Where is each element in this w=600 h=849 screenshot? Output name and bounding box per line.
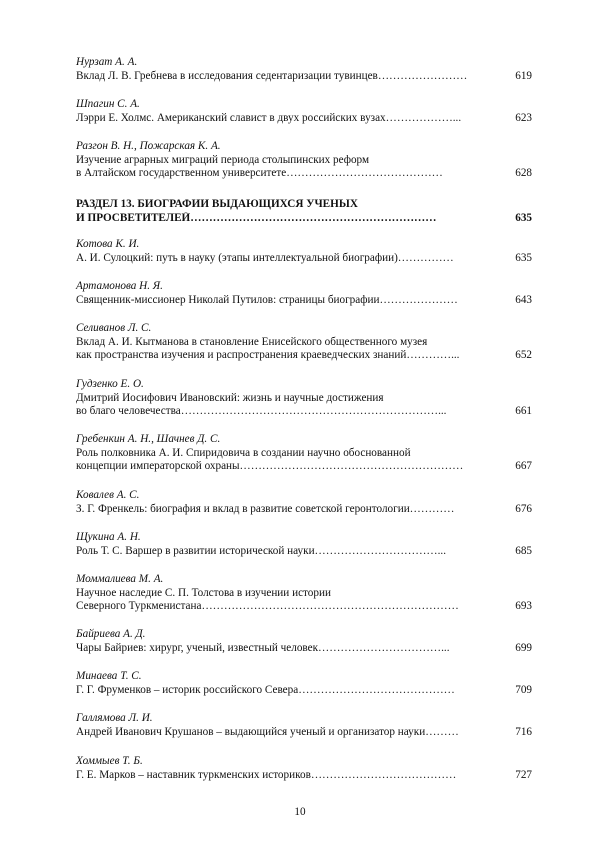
toc-entry-author: Нурзат А. А. — [76, 56, 138, 68]
toc-entry — [76, 531, 532, 558]
toc-entry — [76, 755, 532, 782]
toc-entry-title: Северного Туркменистана…………………………………………………………… — [76, 600, 459, 612]
toc-entry-page: 667 — [515, 460, 532, 472]
toc-entry-author: Котова К. И. — [76, 238, 140, 250]
toc-entry-title: Научное наследие С. П. Толстова в изучении истории — [76, 586, 331, 599]
section-title: И ПРОСВЕТИТЕЛЕЙ………………………………………………………… — [76, 211, 437, 224]
toc-entry — [76, 670, 532, 697]
toc-entry-title: Роль полковника А. И. Спиридовича в создании научно обоснованной — [76, 446, 411, 459]
toc-entry-author: Разгон В. Н., Пожарская К. А. — [76, 140, 221, 152]
section-heading — [76, 198, 532, 225]
toc-entry-author: Селиванов Л. С. — [76, 322, 152, 334]
toc-entry-author: Моммалиева М. А. — [76, 573, 164, 585]
toc-entry-title: в Алтайском государственном университете…………………………………… — [76, 167, 443, 179]
toc-entry-page: 661 — [515, 405, 532, 417]
toc-entry-page: 709 — [515, 683, 532, 696]
toc-entry-title: Андрей Иванович Крушанов – выдающийся ученый и организатор науки……… — [76, 725, 459, 738]
toc-entry-title: Чары Байриев: хирург, ученый, известный человек……………………………... — [76, 641, 450, 654]
toc-entry-page: 693 — [515, 600, 532, 612]
toc-entry — [76, 140, 532, 181]
toc-entry-author: Байриева А. Д. — [76, 628, 146, 640]
toc-entry-page: 628 — [515, 167, 532, 179]
toc-entry-author: Хоммыев Т. Б. — [76, 755, 143, 767]
toc-entry-title: Г. Е. Марков – наставник туркменских историков………………………………… — [76, 768, 457, 781]
toc-entry-page: 699 — [515, 641, 532, 654]
toc-entry-title: Вклад А. И. Кытманова в становление Енисейского общественного музея — [76, 335, 428, 348]
toc-entry-title: Вклад Л. В. Гребнева в исследования седентаризации тувинцев…………………… — [76, 69, 468, 82]
toc-entry-title: как пространства изучения и распространения краеведческих знаний…………... — [76, 349, 460, 361]
toc-entry-author: Галлямова Л. И. — [76, 712, 153, 724]
toc-entry — [76, 433, 532, 474]
section-title: РАЗДЕЛ 13. БИОГРАФИИ ВЫДАЮЩИХСЯ УЧЕНЫХ — [76, 198, 358, 210]
toc-entry-page: 727 — [515, 768, 532, 781]
toc-entry — [76, 628, 532, 655]
toc-entry-title: А. И. Сулоцкий: путь в науку (этапы интеллектуальной биографии)…………… — [76, 251, 454, 264]
toc-entry-author: Гудзенко Е. О. — [76, 378, 144, 390]
toc-entry — [76, 98, 532, 125]
toc-entry — [76, 56, 532, 83]
toc-entry-author: Артамонова Н. Я. — [76, 280, 163, 292]
toc-entry-title: во благо человечества……………………………………………………………... — [76, 405, 447, 417]
toc-entry-title: Дмитрий Иосифович Ивановский: жизнь и научные достижения — [76, 391, 384, 404]
toc-entry-page: 716 — [515, 725, 532, 738]
toc-entry-title: Священник-миссионер Николай Путилов: страницы биографии………………… — [76, 293, 458, 306]
section-page: 635 — [515, 211, 532, 224]
toc-entry — [76, 573, 532, 614]
toc-entry-title: З. Г. Френкель: биография и вклад в развитие советской геронтологии………… — [76, 502, 455, 515]
toc-entry-page: 643 — [515, 293, 532, 306]
toc-entry-page: 623 — [515, 111, 532, 124]
toc-entry-author: Ковалев А. С. — [76, 489, 140, 501]
toc-entry-page: 676 — [515, 502, 532, 515]
toc-entry — [76, 489, 532, 516]
toc-entry-author: Гребенкин А. Н., Шачнев Д. С. — [76, 433, 221, 445]
toc-entry — [76, 378, 532, 419]
toc-entry-title: концепции императорской охраны…………………………………………………… — [76, 460, 464, 472]
toc-entry-author: Щукина А. Н. — [76, 531, 141, 543]
toc-entry-page: 635 — [515, 251, 532, 264]
toc-entry-page: 685 — [515, 544, 532, 557]
toc-entry-title: Г. Г. Фруменков – историк российского Севера…………………………………… — [76, 683, 455, 696]
toc-entry — [76, 322, 532, 363]
toc-entry-title: Изучение аграрных миграций периода столыпинских реформ — [76, 153, 370, 166]
toc-entry-author: Шпагин С. А. — [76, 98, 140, 110]
toc-entry-page: 652 — [515, 349, 532, 361]
toc-entry-page: 619 — [515, 69, 532, 82]
toc-entry-author: Минаева Т. С. — [76, 670, 142, 682]
footer-page-number: 10 — [294, 806, 306, 818]
toc-entry — [76, 280, 532, 307]
toc-entry — [76, 238, 532, 265]
toc-entry — [76, 712, 532, 739]
toc-entry-title: Роль Т. С. Варшер в развитии исторической науки……………………………... — [76, 544, 447, 557]
toc-entry-title: Лэрри Е. Холмс. Американский славист в двух российских вузах………………... — [76, 111, 462, 124]
